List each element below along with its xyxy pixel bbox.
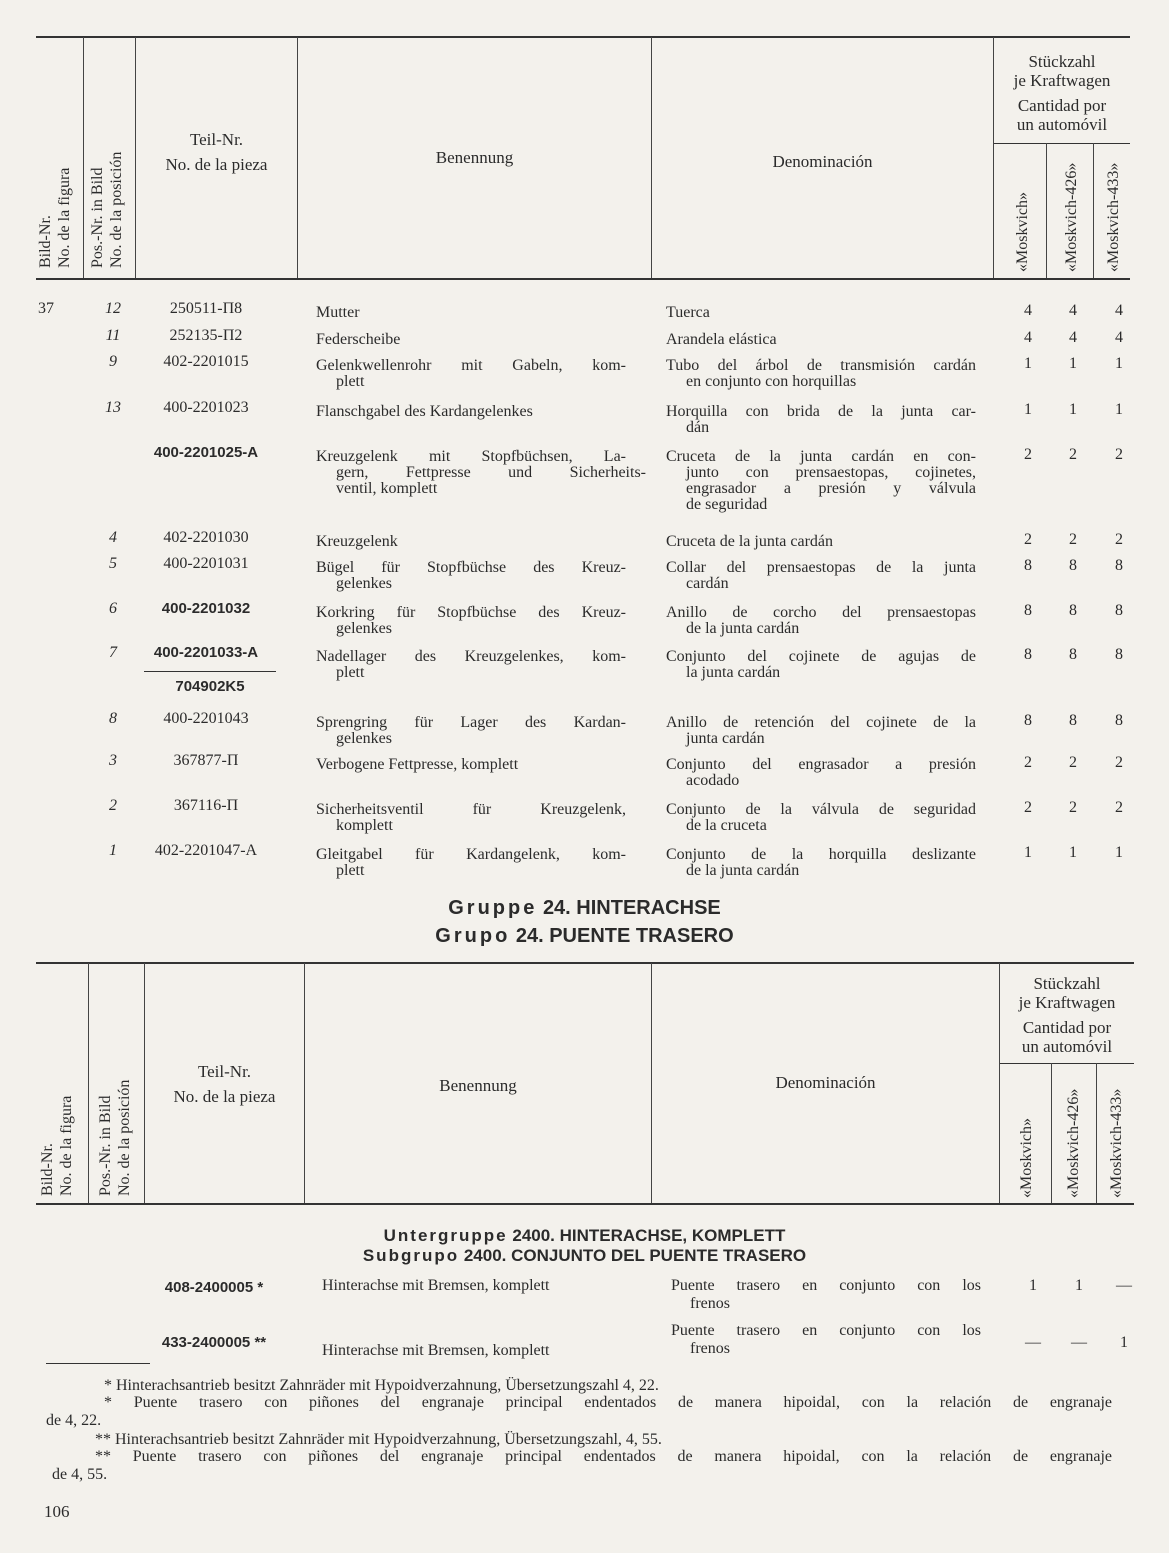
header-model-moskvich: «Moskvich» <box>1018 1118 1035 1198</box>
footnote: * Puente trasero con piñones del engranaje principal endentados de manera hipoidal, con la relación de engranaje <box>104 1394 1112 1411</box>
header-model-433: «Moskvich-433» <box>1105 162 1122 272</box>
benennung-line: Sprengring für Lager des Kardan- <box>316 714 626 731</box>
part-number: 402-2201030 <box>163 529 249 546</box>
benennung-line: gelenkes <box>336 730 392 747</box>
denominacion-line: Arandela elástica <box>666 331 777 348</box>
part-number: 402-2201015 <box>163 353 249 370</box>
benennung-line: Hinterachse mit Bremsen, komplett <box>322 1342 550 1359</box>
benennung-line: Verbogene Fettpresse, komplett <box>316 756 519 773</box>
denominacion-line: Anillo de corcho del prensaestopas <box>666 604 976 621</box>
position-number: 9 <box>109 353 117 370</box>
quantity: 2 <box>1024 754 1032 771</box>
part-number: 250511-П8 <box>169 300 243 317</box>
denominacion-line: Tubo del árbol de transmisión cardán <box>666 357 976 374</box>
quantity: 1 <box>1024 401 1032 418</box>
quantity: 8 <box>1115 646 1123 663</box>
denominacion-line: de la junta cardán <box>686 862 800 879</box>
quantity: 1 <box>1069 844 1077 861</box>
header-pos: Pos.-Nr. in Bild No. de la posición <box>89 151 125 268</box>
col-divider <box>1096 1063 1097 1203</box>
part-number: 252135-П2 <box>169 327 243 344</box>
header-benennung: Benennung <box>435 148 514 167</box>
benennung-line: Bügel für Stopfbüchse des Kreuz- <box>316 559 626 576</box>
benennung-line: Kreuzgelenk <box>316 533 398 550</box>
denominacion-line: Anillo de retención del cojinete de la <box>666 714 976 731</box>
position-number: 6 <box>109 600 117 617</box>
denominacion-line: Collar del prensaestopas de la junta <box>666 559 976 576</box>
denominacion-line: Cruceta de la junta cardán <box>666 533 834 550</box>
position-number: 8 <box>109 710 117 727</box>
denominacion-line: junto con prensaestopas, cojinetes, <box>686 464 976 481</box>
header-model-426: «Moskvich-426» <box>1065 1088 1082 1198</box>
quantity: 2 <box>1069 799 1077 816</box>
table2-top-rule <box>36 962 1134 964</box>
part-number: 400-2201023 <box>163 399 249 416</box>
subgroup-title-de: Untergruppe 2400. HINTERACHSE, KOMPLETT <box>383 1226 786 1245</box>
denominacion-line: en conjunto con horquillas <box>686 373 857 390</box>
header-bild: Bild-Nr. No. de la figura <box>39 1095 75 1196</box>
col-divider <box>1046 143 1047 278</box>
part-number: 400-2201033-A <box>153 644 259 661</box>
position-number: 3 <box>109 752 117 769</box>
benennung-line: komplett <box>336 817 393 834</box>
denominacion-line: junta cardán <box>686 730 765 747</box>
benennung-line: gelenkes <box>336 620 392 637</box>
denominacion-line: Cruceta de la junta cardán en con- <box>666 448 976 465</box>
quantity: 2 <box>1069 754 1077 771</box>
quantity: 4 <box>1069 329 1077 346</box>
quantity: 8 <box>1024 602 1032 619</box>
qty-header-rule <box>1000 1063 1134 1064</box>
denominacion-line: acodado <box>686 772 740 789</box>
part-number: 400-2201032 <box>161 600 251 617</box>
denominacion-line: cardán <box>686 575 729 592</box>
quantity: 8 <box>1115 602 1123 619</box>
header-teil: Teil-Nr. No. de la pieza <box>165 130 268 174</box>
quantity: 2 <box>1069 446 1077 463</box>
table2-header-bottom-rule <box>36 1203 1134 1205</box>
table1-header-bottom-rule <box>36 278 1130 280</box>
part-number: 367116-П <box>173 797 239 814</box>
denominacion-line: frenos <box>690 1295 730 1312</box>
denominacion-line: engrasador a presión y válvula <box>686 480 976 497</box>
quantity: 4 <box>1115 302 1123 319</box>
quantity: 1 <box>1120 1334 1128 1351</box>
denominacion-line: Horquilla con brida de la junta car- <box>666 403 976 420</box>
part-number: 408-2400005 * <box>164 1279 264 1296</box>
quantity: 1 <box>1075 1277 1083 1294</box>
quantity: 2 <box>1115 754 1123 771</box>
denominacion-line: Conjunto del engrasador a presión <box>666 756 976 773</box>
denominacion-line: de la cruceta <box>686 817 767 834</box>
quantity: 4 <box>1069 302 1077 319</box>
denominacion-line: de la junta cardán <box>686 620 800 637</box>
part-number: 400-2201025-A <box>153 444 259 461</box>
position-number: 1 <box>109 842 117 859</box>
col-divider <box>83 37 84 278</box>
quantity: 2 <box>1024 446 1032 463</box>
denominacion-line: Puente trasero en conjunto con los <box>671 1277 981 1294</box>
benennung-line: Kreuzgelenk mit Stopfbüchsen, La- <box>316 448 626 465</box>
quantity: 8 <box>1115 557 1123 574</box>
group-title-es: Grupo 24. PUENTE TRASERO <box>435 925 734 947</box>
header-stueckzahl: Stückzahl je Kraftwagen <box>1018 974 1116 1012</box>
benennung-line: Nadellager des Kreuzgelenkes, kom- <box>316 648 626 665</box>
page-number: 106 <box>44 1502 70 1521</box>
part-number: 400-2201043 <box>163 710 249 727</box>
benennung-line: Federscheibe <box>316 331 401 348</box>
position-number: 7 <box>109 644 117 661</box>
col-divider <box>1093 143 1094 278</box>
quantity: 2 <box>1115 799 1123 816</box>
quantity: — <box>1116 1277 1132 1294</box>
qty-header-rule <box>994 143 1130 144</box>
position-number: 5 <box>109 555 117 572</box>
group-title-de: Gruppe 24. HINTERACHSE <box>448 897 721 919</box>
part-number: 402-2201047-A <box>154 842 258 859</box>
part-number: 400-2201031 <box>163 555 249 572</box>
footnote: ** Hinterachsantrieb besitzt Zahnräder mit Hypoidverzahnung, Übersetzungszahl, 4, 55. <box>95 1431 662 1448</box>
benennung-line: ventil, komplett <box>336 480 438 497</box>
quantity: 8 <box>1024 712 1032 729</box>
footnote: ** Puente trasero con piñones del engranaje principal endentados de manera hipoidal, con la relación de engranaje <box>95 1448 1112 1465</box>
header-teil: Teil-Nr. No. de la pieza <box>173 1062 276 1106</box>
denominacion-line: Tuerca <box>666 304 710 321</box>
quantity: 4 <box>1024 302 1032 319</box>
subgroup-title-es: Subgrupo 2400. CONJUNTO DEL PUENTE TRASERO <box>362 1246 807 1265</box>
header-model-426: «Moskvich-426» <box>1063 162 1080 272</box>
position-number: 11 <box>105 327 121 344</box>
quantity: 1 <box>1024 355 1032 372</box>
header-denominacion: Denominación <box>775 1073 876 1092</box>
quantity: 2 <box>1024 531 1032 548</box>
benennung-line: Gleitgabel für Kardangelenk, kom- <box>316 846 626 863</box>
quantity: 1 <box>1069 401 1077 418</box>
quantity: 8 <box>1069 712 1077 729</box>
benennung-line: plett <box>336 862 365 879</box>
quantity: 2 <box>1115 531 1123 548</box>
denominacion-line: de seguridad <box>686 496 768 513</box>
denominacion-line: Conjunto de la válvula de seguridad <box>666 801 976 818</box>
header-pos: Pos.-Nr. in Bild No. de la posición <box>97 1079 133 1196</box>
quantity: 1 <box>1115 844 1123 861</box>
footnote: * Hinterachsantrieb besitzt Zahnräder mit Hypoidverzahnung, Übersetzungszahl 4, 22. <box>104 1377 659 1394</box>
header-model-433: «Moskvich-433» <box>1108 1088 1125 1198</box>
part-number-alt: 704902K5 <box>175 678 245 695</box>
quantity: 8 <box>1024 557 1032 574</box>
header-benennung: Benennung <box>439 1076 517 1095</box>
benennung-line: plett <box>336 373 365 390</box>
quantity: — <box>1025 1334 1041 1351</box>
quantity: 8 <box>1069 602 1077 619</box>
denominacion-line: Puente trasero en conjunto con los <box>671 1322 981 1339</box>
quantity: 1 <box>1069 355 1077 372</box>
benennung-line: Gelenkwellenrohr mit Gabeln, kom- <box>316 357 626 374</box>
col-divider <box>88 963 89 1203</box>
position-number: 12 <box>105 300 121 317</box>
table1-top-rule <box>36 36 1130 38</box>
quantity: 1 <box>1024 844 1032 861</box>
benennung-line: plett <box>336 664 365 681</box>
position-number: 13 <box>105 399 121 416</box>
quantity: 1 <box>1029 1277 1037 1294</box>
footnote-rule <box>46 1363 150 1364</box>
benennung-line: gern, Fettpresse und Sicherheits- <box>336 464 646 481</box>
position-number: 4 <box>109 529 117 546</box>
quantity: 2 <box>1069 531 1077 548</box>
benennung-line: gelenkes <box>336 575 392 592</box>
benennung-line: Mutter <box>316 304 360 321</box>
denominacion-line: dán <box>686 419 710 436</box>
quantity: 8 <box>1069 557 1077 574</box>
quantity: 1 <box>1115 401 1123 418</box>
header-stueckzahl: Stückzahl je Kraftwagen <box>1013 52 1111 90</box>
denominacion-line: Conjunto de la horquilla deslizante <box>666 846 976 863</box>
denominacion-line: Conjunto del cojinete de agujas de <box>666 648 976 665</box>
header-bild: Bild-Nr. No. de la figura <box>37 167 73 268</box>
benennung-line: Flanschgabel des Kardangelenkes <box>316 403 533 420</box>
part-number: 433-2400005 ** <box>161 1334 267 1351</box>
benennung-line: Korkring für Stopfbüchse des Kreuz- <box>316 604 626 621</box>
quantity: 8 <box>1069 646 1077 663</box>
header-denominacion: Denominación <box>772 152 873 171</box>
footnote: de 4, 22. <box>46 1412 102 1429</box>
benennung-line: Sicherheitsventil für Kreuzgelenk, <box>316 801 626 818</box>
denominacion-line: frenos <box>690 1340 730 1357</box>
quantity: 1 <box>1115 355 1123 372</box>
footnote: de 4, 55. <box>52 1466 108 1483</box>
header-model-moskvich: «Moskvich» <box>1014 192 1031 272</box>
denominacion-line: la junta cardán <box>686 664 781 681</box>
position-number: 2 <box>109 797 117 814</box>
benennung-line: Hinterachse mit Bremsen, komplett <box>322 1277 550 1294</box>
quantity: 8 <box>1024 646 1032 663</box>
quantity: 8 <box>1115 712 1123 729</box>
quantity: 2 <box>1024 799 1032 816</box>
figure-number: 37 <box>38 300 54 317</box>
col-divider <box>1051 1063 1052 1203</box>
header-cantidad: Cantidad por un automóvil <box>1016 96 1108 134</box>
quantity: 2 <box>1115 446 1123 463</box>
quantity: — <box>1071 1334 1087 1351</box>
quantity: 4 <box>1115 329 1123 346</box>
header-cantidad: Cantidad por un automóvil <box>1021 1018 1113 1056</box>
part-number: 367877-П <box>173 752 239 769</box>
part-divider <box>144 671 276 672</box>
quantity: 4 <box>1024 329 1032 346</box>
